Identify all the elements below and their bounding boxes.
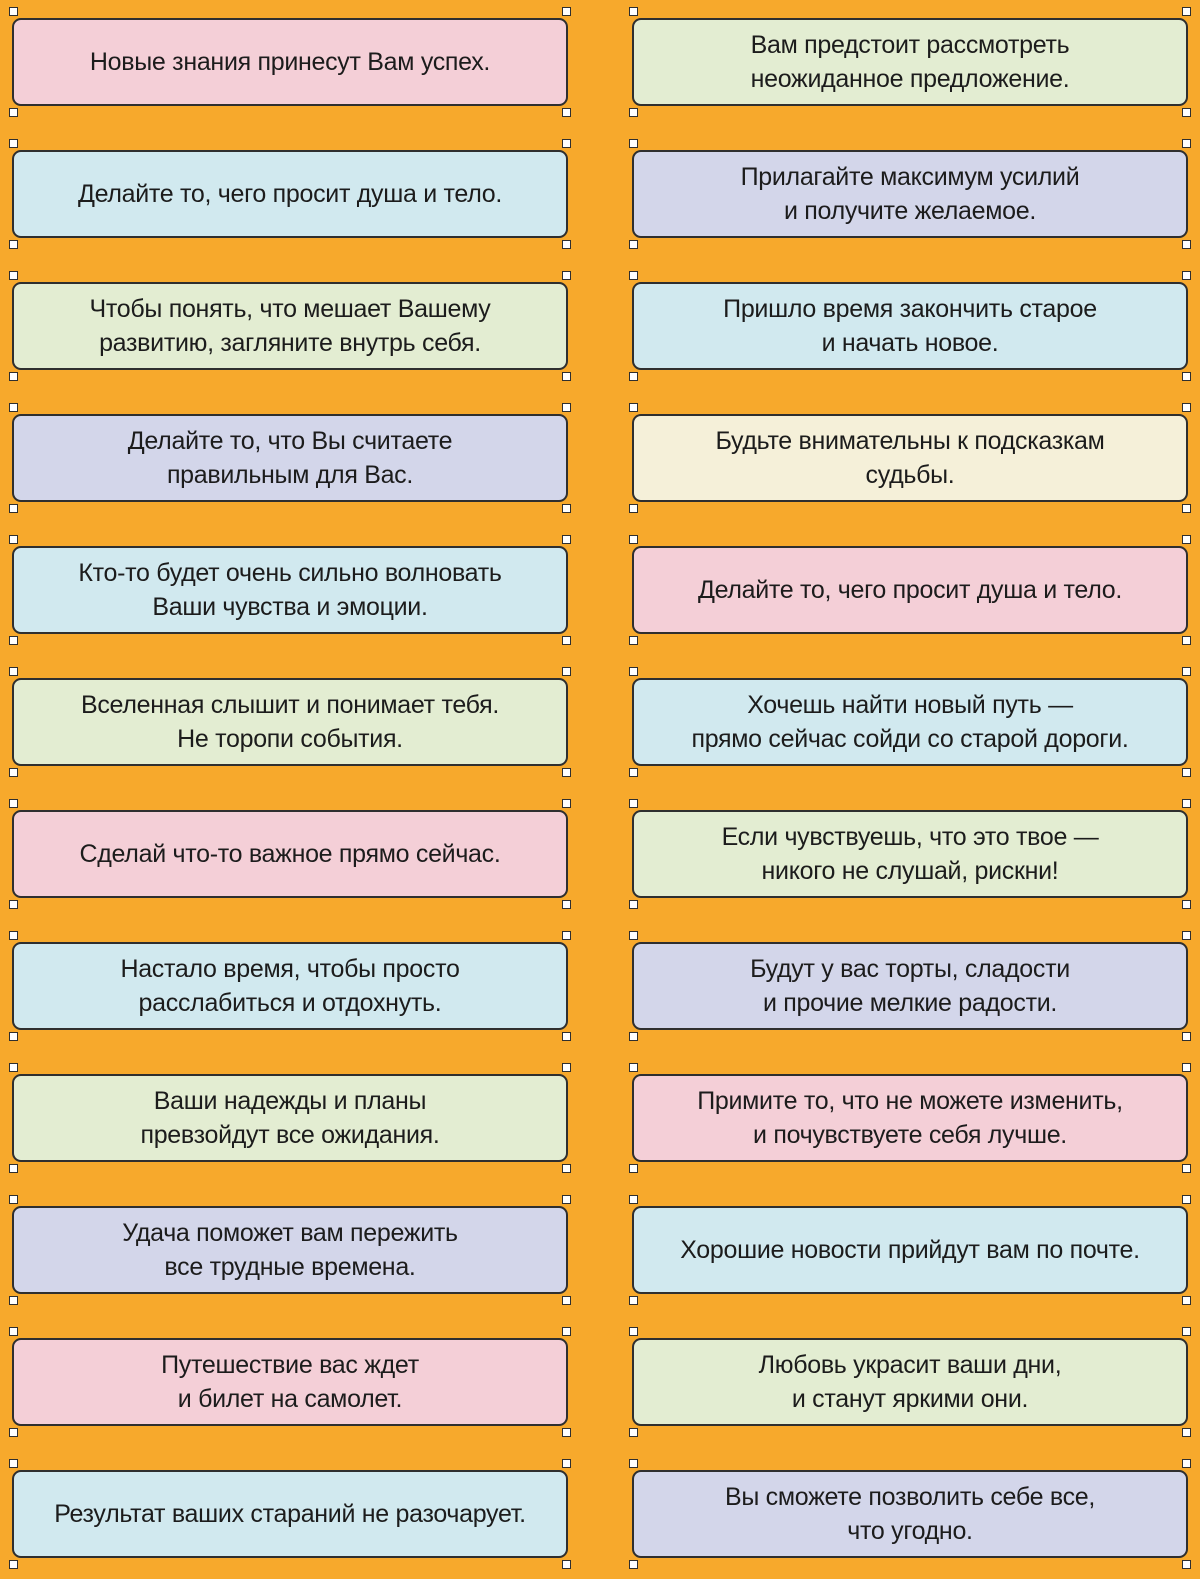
- corner-marker: [629, 1032, 638, 1041]
- corner-marker: [9, 240, 18, 249]
- prediction-card[interactable]: [632, 1074, 1188, 1162]
- prediction-card[interactable]: [12, 546, 568, 634]
- corner-marker: [9, 1164, 18, 1173]
- prediction-card[interactable]: [12, 678, 568, 766]
- corner-marker: [9, 768, 18, 777]
- corner-marker: [9, 667, 18, 676]
- prediction-card[interactable]: [12, 150, 568, 238]
- corner-marker: [9, 108, 18, 117]
- corner-marker: [562, 271, 571, 280]
- corner-marker: [9, 636, 18, 645]
- corner-marker: [562, 636, 571, 645]
- corner-marker: [1182, 1296, 1191, 1305]
- corner-marker: [562, 768, 571, 777]
- corner-marker: [1182, 7, 1191, 16]
- prediction-text: Хорошие новости прийдут вам по почте.: [680, 1236, 1140, 1264]
- corner-marker: [9, 139, 18, 148]
- corner-marker: [629, 799, 638, 808]
- corner-marker: [629, 1459, 638, 1468]
- prediction-text: Примите то, что не можете изменить, и почувствуете себя лучше.: [697, 1087, 1123, 1149]
- corner-marker: [562, 1063, 571, 1072]
- prediction-card[interactable]: [12, 1074, 568, 1162]
- prediction-text: Хочешь найти новый путь — прямо сейчас сойди со старой дороги.: [691, 691, 1129, 753]
- corner-marker: [1182, 139, 1191, 148]
- corner-marker: [629, 768, 638, 777]
- corner-marker: [562, 1327, 571, 1336]
- corner-marker: [562, 1032, 571, 1041]
- prediction-text: Новые знания принесут Вам успех.: [89, 48, 491, 76]
- corner-marker: [629, 108, 638, 117]
- corner-marker: [9, 535, 18, 544]
- corner-marker: [1182, 403, 1191, 412]
- right-card-column: [632, 0, 1188, 1579]
- corner-marker: [9, 900, 18, 909]
- corner-marker: [629, 535, 638, 544]
- corner-marker: [1182, 271, 1191, 280]
- corner-marker: [629, 667, 638, 676]
- corner-marker: [562, 139, 571, 148]
- corner-marker: [562, 799, 571, 808]
- prediction-card[interactable]: [632, 1206, 1188, 1294]
- prediction-text: Делайте то, чего просит душа и тело.: [697, 576, 1123, 604]
- corner-marker: [562, 504, 571, 513]
- corner-marker: [562, 7, 571, 16]
- prediction-text: Настало время, чтобы просто расслабиться и отдохнуть.: [120, 955, 460, 1017]
- corner-marker: [9, 1032, 18, 1041]
- corner-marker: [1182, 1560, 1191, 1569]
- corner-marker: [562, 1195, 571, 1204]
- prediction-text: Будут у вас торты, сладости и прочие мелкие радости.: [750, 955, 1070, 1017]
- corner-marker: [562, 240, 571, 249]
- corner-marker: [1182, 108, 1191, 117]
- corner-marker: [629, 1164, 638, 1173]
- corner-marker: [1182, 504, 1191, 513]
- corner-marker: [1182, 240, 1191, 249]
- prediction-card[interactable]: [12, 18, 568, 106]
- corner-marker: [1182, 1063, 1191, 1072]
- corner-marker: [629, 139, 638, 148]
- prediction-text: Будьте внимательны к подсказкам судьбы.: [715, 427, 1105, 489]
- corner-marker: [1182, 535, 1191, 544]
- prediction-text: Сделай что-то важное прямо сейчас.: [79, 840, 501, 868]
- corner-marker: [562, 931, 571, 940]
- prediction-text: Вам предстоит рассмотреть неожиданное предложение.: [750, 31, 1070, 93]
- corner-marker: [9, 1296, 18, 1305]
- corner-marker: [629, 271, 638, 280]
- left-card-column: [12, 0, 568, 1579]
- corner-marker: [9, 1327, 18, 1336]
- corner-marker: [562, 108, 571, 117]
- prediction-text: Результат ваших стараний не разочарует.: [54, 1500, 526, 1528]
- corner-marker: [1182, 1459, 1191, 1468]
- corner-marker: [1182, 636, 1191, 645]
- corner-marker: [562, 1296, 571, 1305]
- prediction-text: Удача поможет вам пережить все трудные времена.: [122, 1219, 458, 1281]
- prediction-card[interactable]: [12, 942, 568, 1030]
- corner-marker: [9, 931, 18, 940]
- corner-marker: [1182, 1195, 1191, 1204]
- prediction-card[interactable]: [632, 1470, 1188, 1558]
- corner-marker: [9, 1063, 18, 1072]
- corner-marker: [9, 1560, 18, 1569]
- corner-marker: [9, 1459, 18, 1468]
- corner-marker: [562, 667, 571, 676]
- corner-marker: [629, 403, 638, 412]
- corner-marker: [629, 900, 638, 909]
- prediction-text: Прилагайте максимум усилий и получите желаемое.: [740, 163, 1080, 225]
- prediction-card[interactable]: [12, 810, 568, 898]
- corner-marker: [562, 535, 571, 544]
- corner-marker: [1182, 1428, 1191, 1437]
- corner-marker: [629, 931, 638, 940]
- corner-marker: [9, 799, 18, 808]
- corner-marker: [1182, 900, 1191, 909]
- corner-marker: [1182, 1164, 1191, 1173]
- prediction-text: Если чувствуешь, что это твое — никого не слушай, рискни!: [721, 823, 1099, 885]
- corner-marker: [9, 372, 18, 381]
- prediction-card[interactable]: [632, 546, 1188, 634]
- corner-marker: [629, 1560, 638, 1569]
- corner-marker: [9, 1195, 18, 1204]
- corner-marker: [1182, 768, 1191, 777]
- prediction-card[interactable]: [632, 942, 1188, 1030]
- prediction-card[interactable]: [12, 1470, 568, 1558]
- prediction-card[interactable]: [12, 1206, 568, 1294]
- corner-marker: [9, 271, 18, 280]
- corner-marker: [9, 7, 18, 16]
- prediction-card[interactable]: [632, 1338, 1188, 1426]
- corner-marker: [562, 1428, 571, 1437]
- prediction-text: Пришло время закончить старое и начать новое.: [723, 295, 1097, 357]
- corner-marker: [629, 1195, 638, 1204]
- prediction-text: Делайте то, что Вы считаете правильным для Вас.: [127, 427, 453, 489]
- corner-marker: [629, 504, 638, 513]
- corner-marker: [629, 1063, 638, 1072]
- prediction-text: Путешествие вас ждет и билет на самолет.: [161, 1351, 419, 1413]
- prediction-card[interactable]: [632, 282, 1188, 370]
- corner-marker: [629, 636, 638, 645]
- prediction-text: Вселенная слышит и понимает тебя. Не торопи события.: [80, 691, 500, 753]
- prediction-text: Делайте то, чего просит душа и тело.: [77, 180, 503, 208]
- prediction-card[interactable]: [632, 678, 1188, 766]
- corner-marker: [1182, 799, 1191, 808]
- corner-marker: [1182, 1032, 1191, 1041]
- corner-marker: [1182, 1327, 1191, 1336]
- corner-marker: [9, 504, 18, 513]
- corner-marker: [562, 1560, 571, 1569]
- corner-marker: [629, 1296, 638, 1305]
- corner-marker: [629, 1428, 638, 1437]
- corner-marker: [562, 372, 571, 381]
- prediction-text: Ваши надежды и планы превзойдут все ожидания.: [140, 1087, 440, 1149]
- prediction-card[interactable]: [12, 414, 568, 502]
- corner-marker: [9, 1428, 18, 1437]
- corner-marker: [1182, 372, 1191, 381]
- prediction-text: Чтобы понять, что мешает Вашему развитию, загляните внутрь себя.: [89, 295, 491, 357]
- corner-marker: [9, 403, 18, 412]
- prediction-card[interactable]: [12, 282, 568, 370]
- prediction-text: Любовь украсит ваши дни, и станут яркими они.: [758, 1351, 1062, 1413]
- corner-marker: [1182, 931, 1191, 940]
- corner-marker: [629, 372, 638, 381]
- corner-marker: [562, 403, 571, 412]
- corner-marker: [562, 1164, 571, 1173]
- prediction-card[interactable]: [632, 414, 1188, 502]
- prediction-card[interactable]: [12, 1338, 568, 1426]
- prediction-card[interactable]: [632, 150, 1188, 238]
- corner-marker: [562, 900, 571, 909]
- prediction-card[interactable]: [632, 18, 1188, 106]
- prediction-card[interactable]: [632, 810, 1188, 898]
- corner-marker: [629, 7, 638, 16]
- corner-marker: [629, 240, 638, 249]
- corner-marker: [1182, 667, 1191, 676]
- corner-marker: [629, 1327, 638, 1336]
- prediction-text: Кто-то будет очень сильно волновать Ваши чувства и эмоции.: [78, 559, 502, 621]
- prediction-text: Вы сможете позволить себе все, что угодно.: [724, 1483, 1096, 1545]
- corner-marker: [562, 1459, 571, 1468]
